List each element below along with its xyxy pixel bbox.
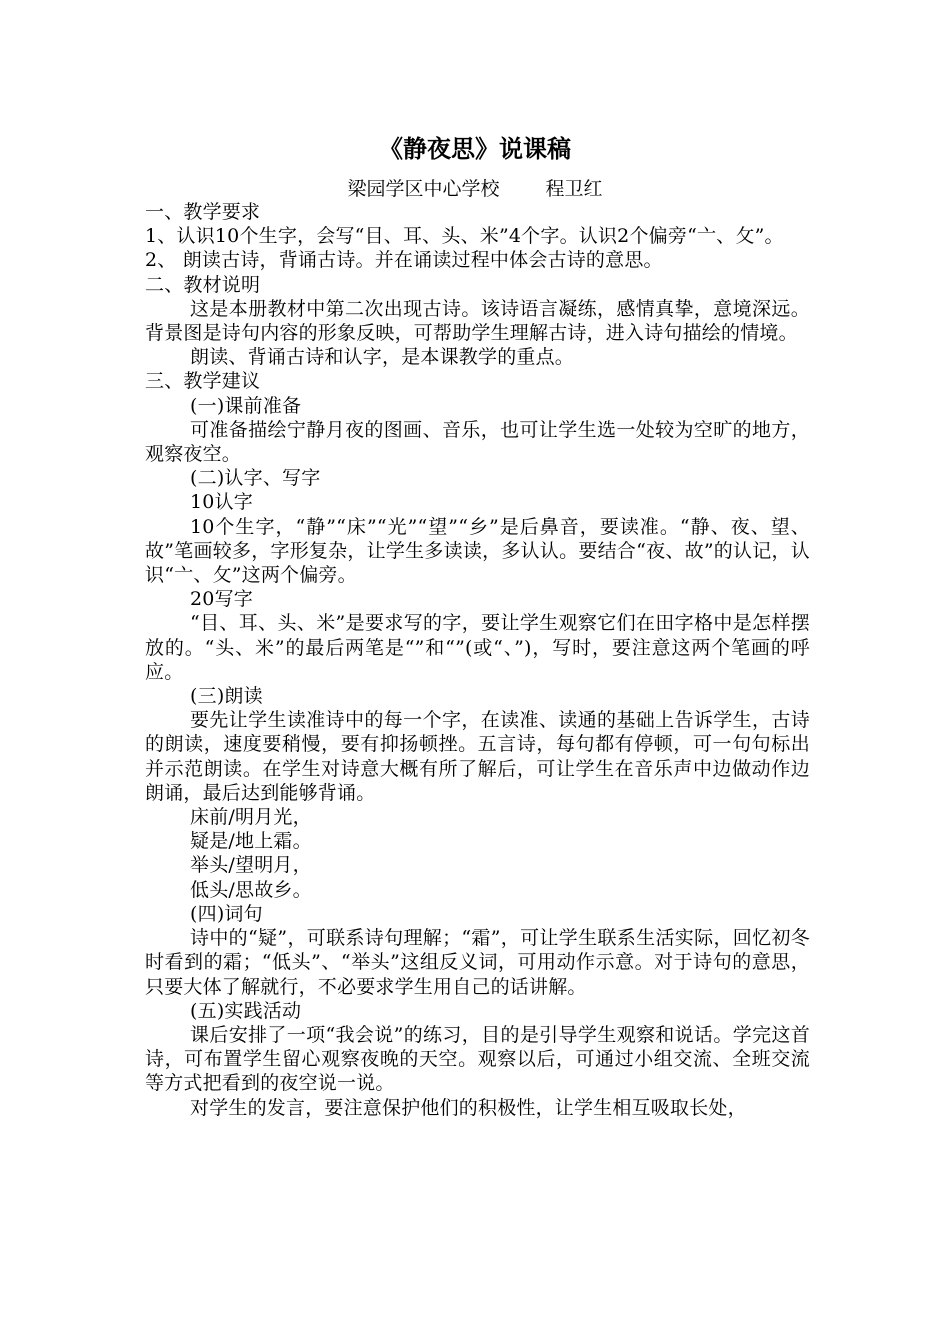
paragraph: “目、耳、头、米”是要求写的字，要让学生观察它们在田字格中是怎样摆放的。“头、米”的最后两笔是“”和“”(或“、”)，写时，要注意这两个笔画的呼应。 bbox=[145, 612, 810, 683]
paragraph: 床前/明月光， bbox=[190, 806, 312, 829]
paragraph: 这是本册教材中第二次出现古诗。该诗语言凝练，感情真挚，意境深远。背景图是诗句内容的形象反映，可帮助学生理解古诗，进入诗句描绘的情境。 bbox=[145, 297, 810, 345]
paragraph: 1、认识10个生字，会写“目、耳、头、米”4个字。认识2个偏旁“亠、攵”。 bbox=[145, 225, 784, 248]
paragraph: 2、 朗读古诗，背诵古诗。并在诵读过程中体会古诗的意思。 bbox=[145, 249, 663, 272]
paragraph: (一)课前准备 bbox=[190, 394, 302, 417]
paragraph: 10认字 bbox=[190, 491, 253, 514]
paragraph: 要先让学生读准诗中的每一个字，在读准、读通的基础上告诉学生，古诗的朗读，速度要稍慢，要有抑扬顿挫。五言诗，每句都有停顿，可一句句标出并示范朗读。在学生对诗意大概有所了解后，可让学生在音乐声中边做动作边朗诵，最后达到能够背诵。 bbox=[145, 709, 810, 804]
paragraph: 诗中的“疑”，可联系诗句理解；“霜”，可让学生联系生活实际，回忆初冬时看到的霜；“低头”、“举头”这组反义词，可用动作示意。对于诗句的意思，只要大体了解就行，不必要求学生用自己的话讲解。 bbox=[145, 927, 810, 998]
paragraph: 举头/望明月， bbox=[190, 854, 312, 877]
paragraph: 低头/思故乡。 bbox=[190, 878, 312, 901]
document-body bbox=[145, 200, 810, 1120]
paragraph: 对学生的发言，要注意保护他们的积极性，让学生相互吸取长处， bbox=[190, 1096, 747, 1119]
paragraph: 三、教学建议 bbox=[145, 370, 261, 393]
paragraph: (二)认字、写字 bbox=[190, 467, 321, 490]
paragraph: 疑是/地上霜。 bbox=[190, 830, 312, 853]
paragraph: (五)实践活动 bbox=[190, 999, 302, 1022]
paragraph: (四)词句 bbox=[190, 902, 263, 925]
paragraph: 朗读、背诵古诗和认字，是本课教学的重点。 bbox=[190, 346, 575, 369]
school-name: 梁园学区中心学校 bbox=[347, 178, 500, 200]
author-line bbox=[0, 176, 950, 202]
author-name: 程卫红 bbox=[545, 178, 603, 200]
document-title: 《静夜思》说课稿 bbox=[379, 135, 571, 163]
paragraph: (三)朗读 bbox=[190, 685, 263, 708]
paragraph: 20写字 bbox=[190, 588, 253, 611]
paragraph: 可准备描绘宁静月夜的图画、音乐，也可让学生选一处较为空旷的地方，观察夜空。 bbox=[145, 418, 810, 466]
paragraph: 一、教学要求 bbox=[145, 201, 261, 223]
paragraph: 二、教材说明 bbox=[145, 273, 261, 296]
paragraph: 10个生字，“静”“床”“光”“望”“乡”是后鼻音，要读准。“静、夜、望、故”笔画较多，字形复杂，让学生多读读，多认认。要结合“夜、故”的认记，认识“亠、攵”这两个偏旁。 bbox=[145, 515, 810, 587]
paragraph: 课后安排了一项“我会说”的练习，目的是引导学生观察和说话。学完这首诗，可布置学生留心观察夜晚的天空。观察以后，可通过小组交流、全班交流等方式把看到的夜空说一说。 bbox=[145, 1023, 810, 1095]
